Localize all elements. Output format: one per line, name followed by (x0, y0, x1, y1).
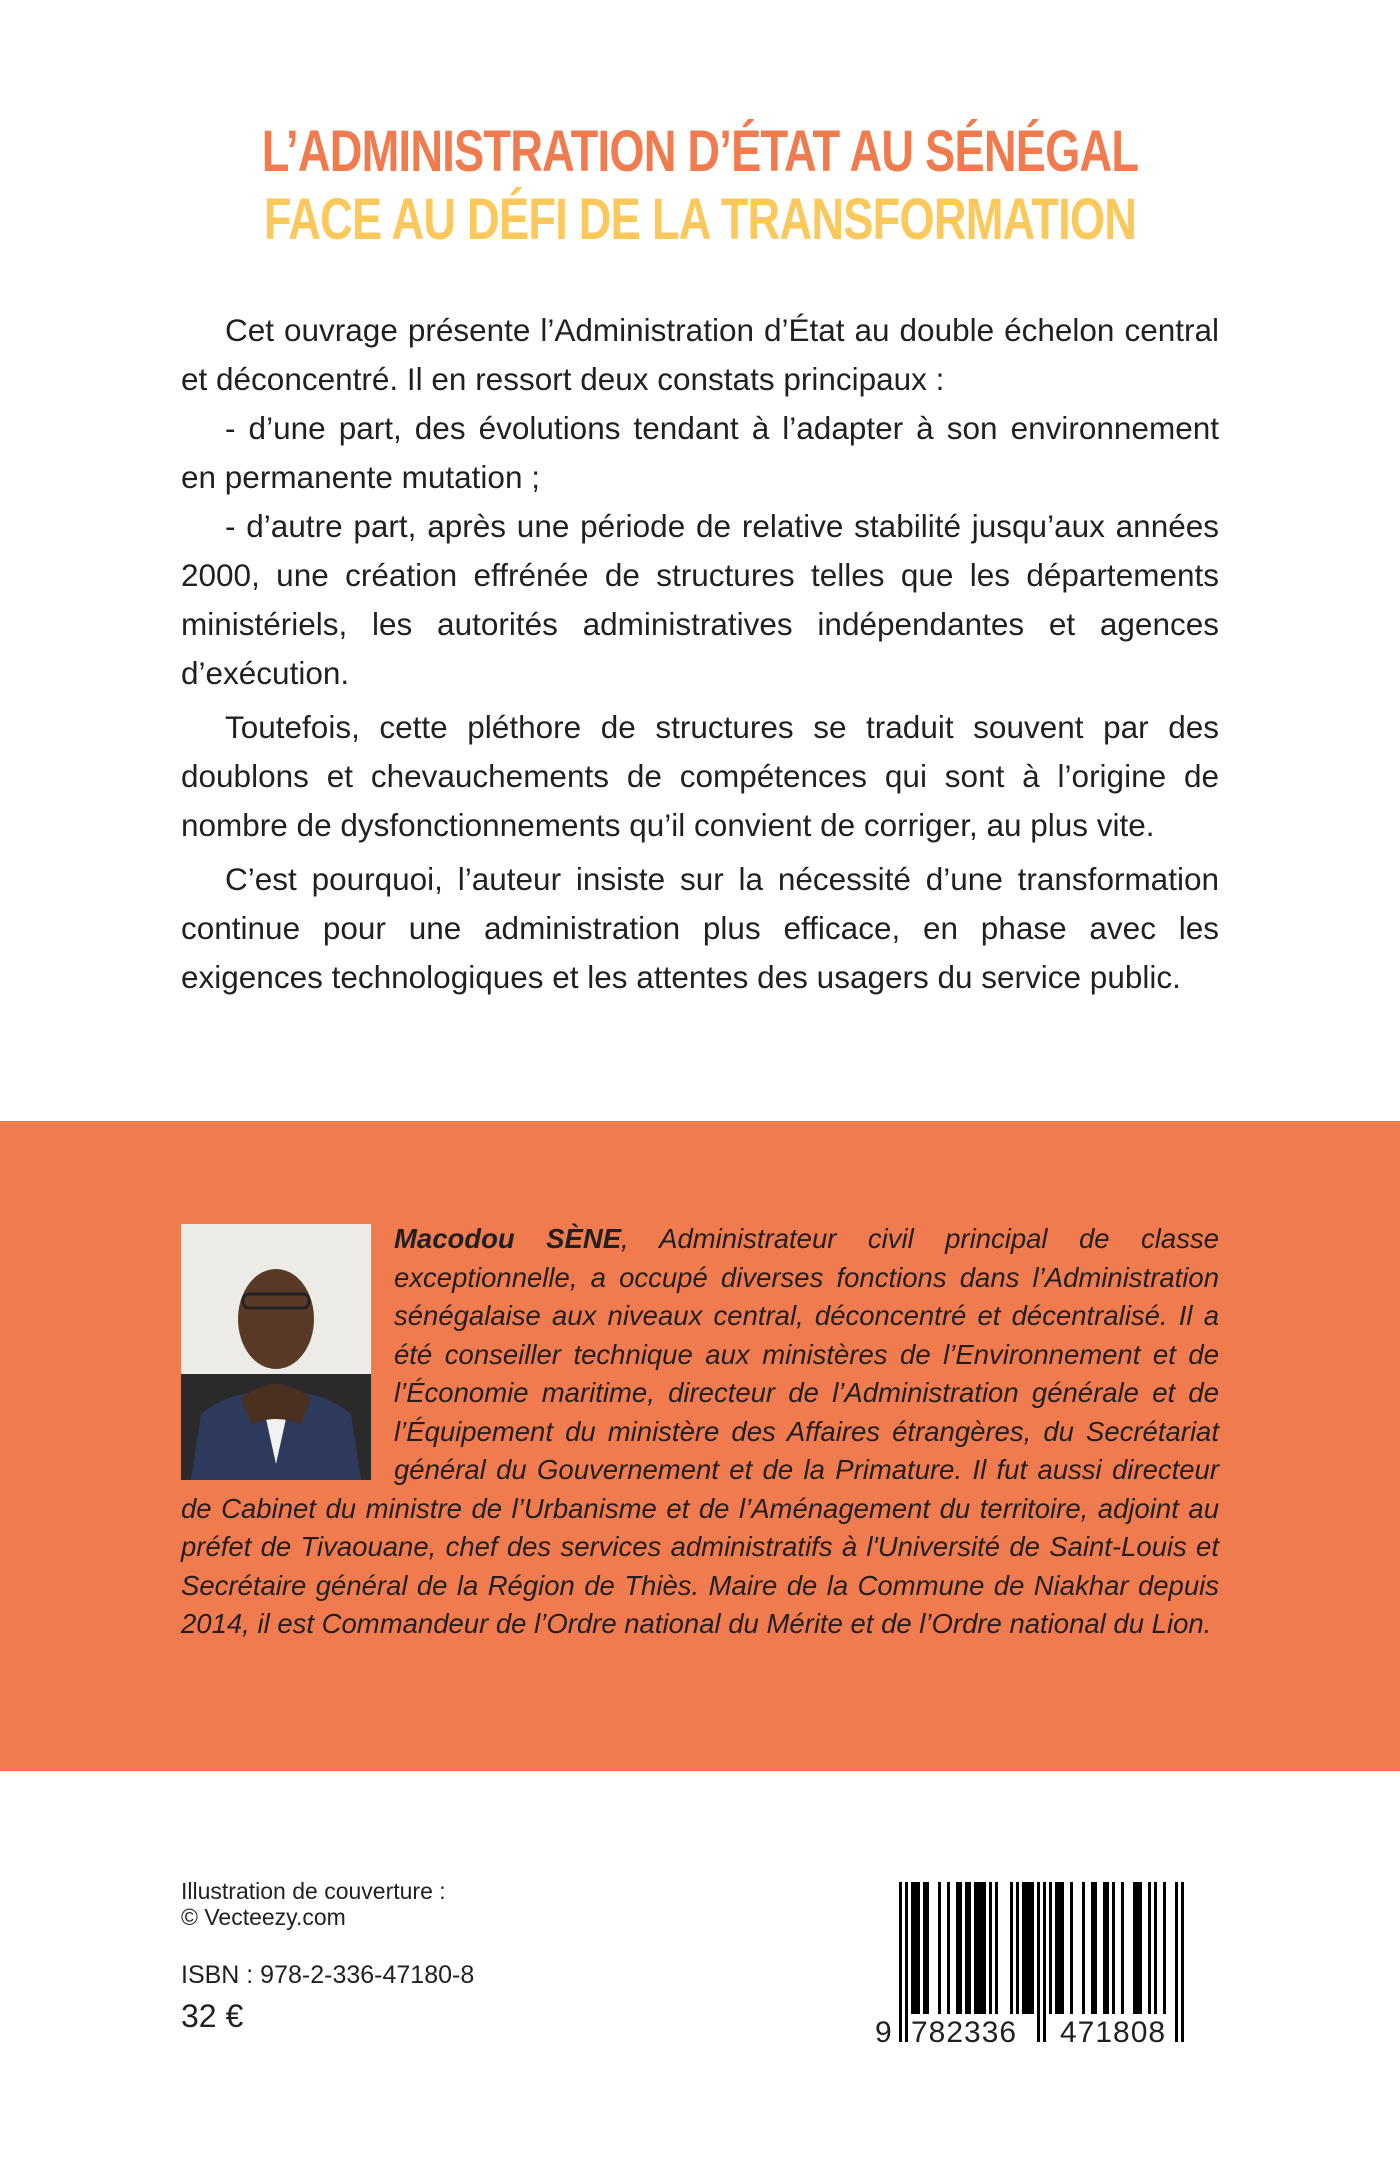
barcode-bar (965, 1882, 968, 2014)
barcode-bar (1094, 1882, 1097, 2014)
illustration-label: Illustration de couverture : (181, 1878, 446, 1904)
barcode-bar (1163, 1882, 1166, 2014)
author-bio (181, 1220, 1219, 1644)
barcode-bar (1025, 1882, 1028, 2014)
barcode-bar (1037, 1882, 1040, 2042)
barcode-bar (923, 1882, 926, 2014)
title-line-2: FACE AU DÉFI DE LA TRANSFORMATION (263, 187, 1137, 252)
barcode-bar (968, 1882, 971, 2014)
barcode-bar (917, 1882, 920, 2014)
barcode-bar (1136, 1882, 1139, 2014)
summary-paragraph: - d’autre part, après une période de relative stabilité jusqu’aux années 2000, une création effrénée de structures telles que les départements ministériels, les autorités administratives indépendantes et agences d’exécution. (181, 508, 1219, 691)
summary (181, 306, 1219, 1002)
author-photo (181, 1224, 371, 1480)
barcode-bar (1070, 1882, 1073, 2014)
barcode-bar (947, 1882, 950, 2014)
barcode-bar (1106, 1882, 1109, 2014)
barcode-bar (938, 1882, 941, 2014)
barcode-bar (1133, 1882, 1136, 2014)
barcode-bar (1022, 1882, 1025, 2014)
barcode-bar (1121, 1882, 1124, 2014)
price: 32 € (181, 1998, 244, 2034)
barcode-bar (980, 1882, 983, 2014)
illustration-credit: © Vecteezy.com (181, 1904, 346, 1930)
barcode-bar (1028, 1882, 1031, 2014)
barcode-bar (1055, 1882, 1058, 2014)
barcode-bar (1016, 1882, 1019, 2014)
barcode-bar (1112, 1882, 1115, 2014)
summary-paragraph: C’est pourquoi, l’auteur insiste sur la nécessité d’une transformation continue pour une administration plus efficace, en phase avec les exigences technologiques et les attentes des usagers du service public. (181, 861, 1219, 995)
barcode-bar (989, 1882, 992, 2014)
barcode-bar (914, 1882, 917, 2014)
barcode-bar (926, 1882, 929, 2014)
summary-paragraph: Cet ouvrage présente l’Administration d’État au double échelon central et déconcentré. Il en ressort deux constats principaux : (181, 312, 1219, 397)
barcode-digits-right: 471808 (1060, 2016, 1167, 2049)
barcode-bar (911, 1882, 914, 2014)
barcode-bar (1061, 1882, 1064, 2014)
barcode-bar (1031, 1882, 1034, 2014)
barcode (875, 1882, 1197, 2052)
barcode-bar (983, 1882, 986, 2014)
barcode-bar (977, 1882, 980, 2014)
barcode-bar (1181, 1882, 1184, 2042)
barcode-bar (1010, 1882, 1013, 2014)
barcode-bar (959, 1882, 962, 2014)
title-line-1: L’ADMINISTRATION D’ÉTAT AU SÉNÉGAL (261, 119, 1139, 184)
barcode-bar (1049, 1882, 1052, 2014)
summary-paragraph: Toutefois, cette pléthore de structures se traduit souvent par des doublons et chevauchements de compétences qui sont à l’origine de nombre de dysfonctionnements qu’il convient de corriger, au plus vite. (181, 709, 1219, 843)
barcode-bar (1148, 1882, 1151, 2014)
barcode-bar (1154, 1882, 1157, 2014)
barcode-bar (1175, 1882, 1178, 2042)
summary-paragraph: - d’une part, des évolutions tendant à l’adapter à son environnement en permanente mutation ; (181, 410, 1219, 495)
barcode-bar (1091, 1882, 1094, 2014)
barcode-bar (1082, 1882, 1085, 2014)
barcode-bar (956, 1882, 959, 2014)
barcode-digit-first: 9 (875, 2016, 892, 2049)
author-name: Macodou SÈNE (394, 1223, 622, 1254)
barcode-bar (1058, 1882, 1061, 2014)
barcode-bar (1103, 1882, 1106, 2014)
barcode-bar (1139, 1882, 1142, 2014)
barcode-bar (974, 1882, 977, 2014)
barcode-digits-left: 782336 (911, 2016, 1018, 2049)
barcode-bar (905, 1882, 908, 2042)
isbn: ISBN : 978-2-336-47180-8 (181, 1961, 475, 1989)
barcode-bar (899, 1882, 902, 2042)
author-bio-text: , Administrateur civil principal de classe exceptionnelle, a occupé diverses fonctions dans l’Administration sénégalaise aux niveaux central, déconcentré et décentralisé. Il a été conseiller technique aux ministères de l’Environnement et de l’Économie maritime, directeur de l’Administration générale et de l’Équipement du ministère des Affaires étrangères, du Secrétariat général du Gouvernement et de la Primature. Il fut aussi directeur de Cabinet du ministre de l’Urbanisme et de l’Aménagement du territoire, adjoint au préfet de Tivaouane, chef des services administratifs à l'Université de Saint-Louis et Secrétaire général de la Région de Thiès. Maire de la Commune de Niakhar depuis 2014, il est Commandeur de l’Ordre national du Mérite et de l’Ordre national du Lion. (181, 1223, 1219, 1639)
barcode-bar (1043, 1882, 1046, 2042)
barcode-bar (995, 1882, 998, 2014)
